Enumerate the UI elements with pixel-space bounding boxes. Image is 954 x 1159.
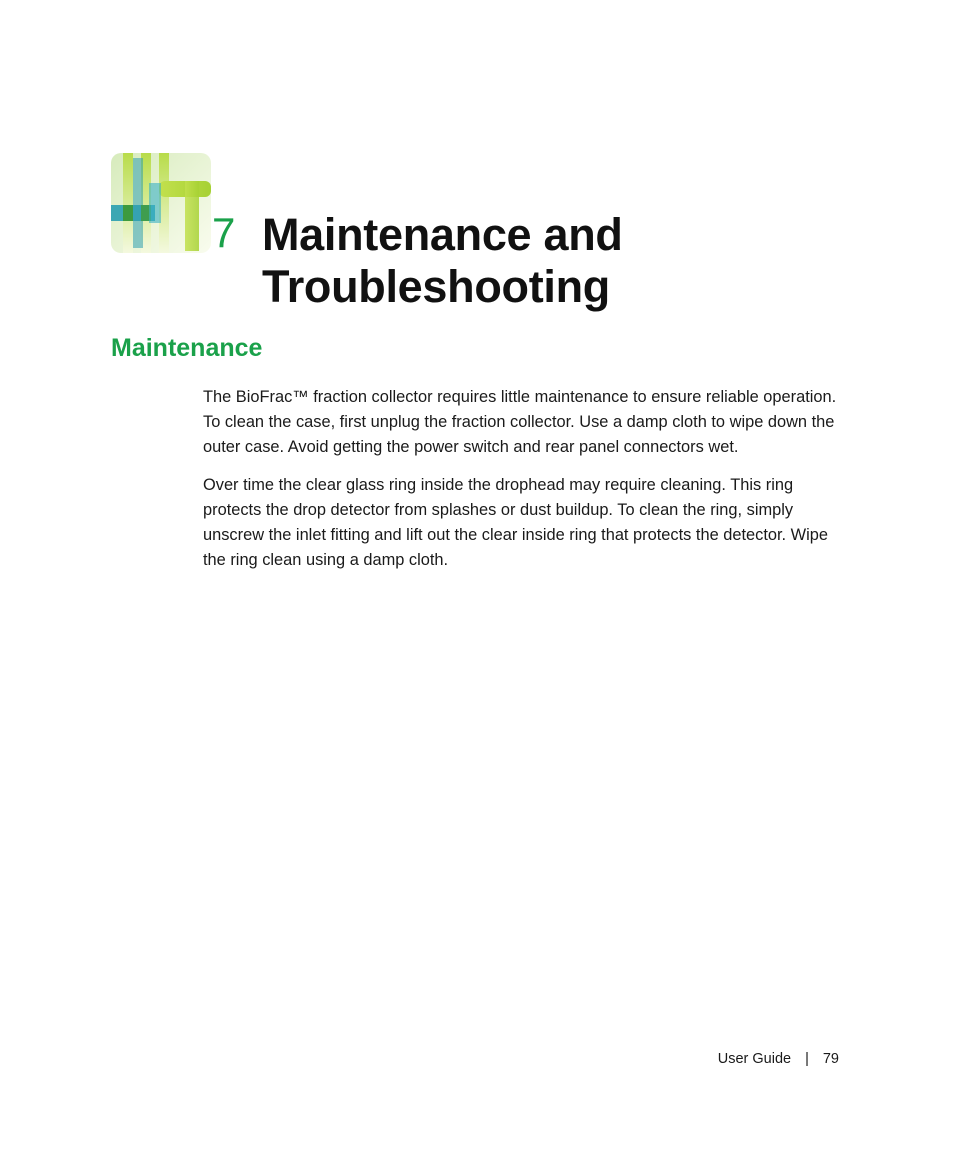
footer-separator: | xyxy=(805,1051,809,1067)
chapter-title-line2: Troubleshooting xyxy=(262,261,610,312)
footer-label: User Guide xyxy=(717,1051,792,1067)
body-text xyxy=(203,385,843,587)
chapter-title-line1: Maintenance and xyxy=(262,209,623,260)
page-number: 79 xyxy=(822,1051,839,1067)
page-footer xyxy=(718,1051,839,1067)
chapter-title xyxy=(262,209,862,313)
section-heading: Maintenance xyxy=(111,334,263,362)
chapter-logo-icon xyxy=(111,153,211,253)
paragraph: The BioFrac™ fraction collector requires little maintenance to ensure reliable operation. To clean the case, first unplug the fraction collector. Use a damp cloth to wipe down the outer case. Avoid getting the power switch and rear panel connectors wet. xyxy=(203,388,837,456)
chapter-number: 7 xyxy=(212,209,236,256)
paragraph: Over time the clear glass ring inside the drophead may require cleaning. This ring protects the drop detector from splashes or dust buildup. To clean the ring, simply unscrew the inlet fitting and lift out the clear inside ring that protects the detector. Wipe the ring clean using a damp cloth. xyxy=(203,476,829,569)
